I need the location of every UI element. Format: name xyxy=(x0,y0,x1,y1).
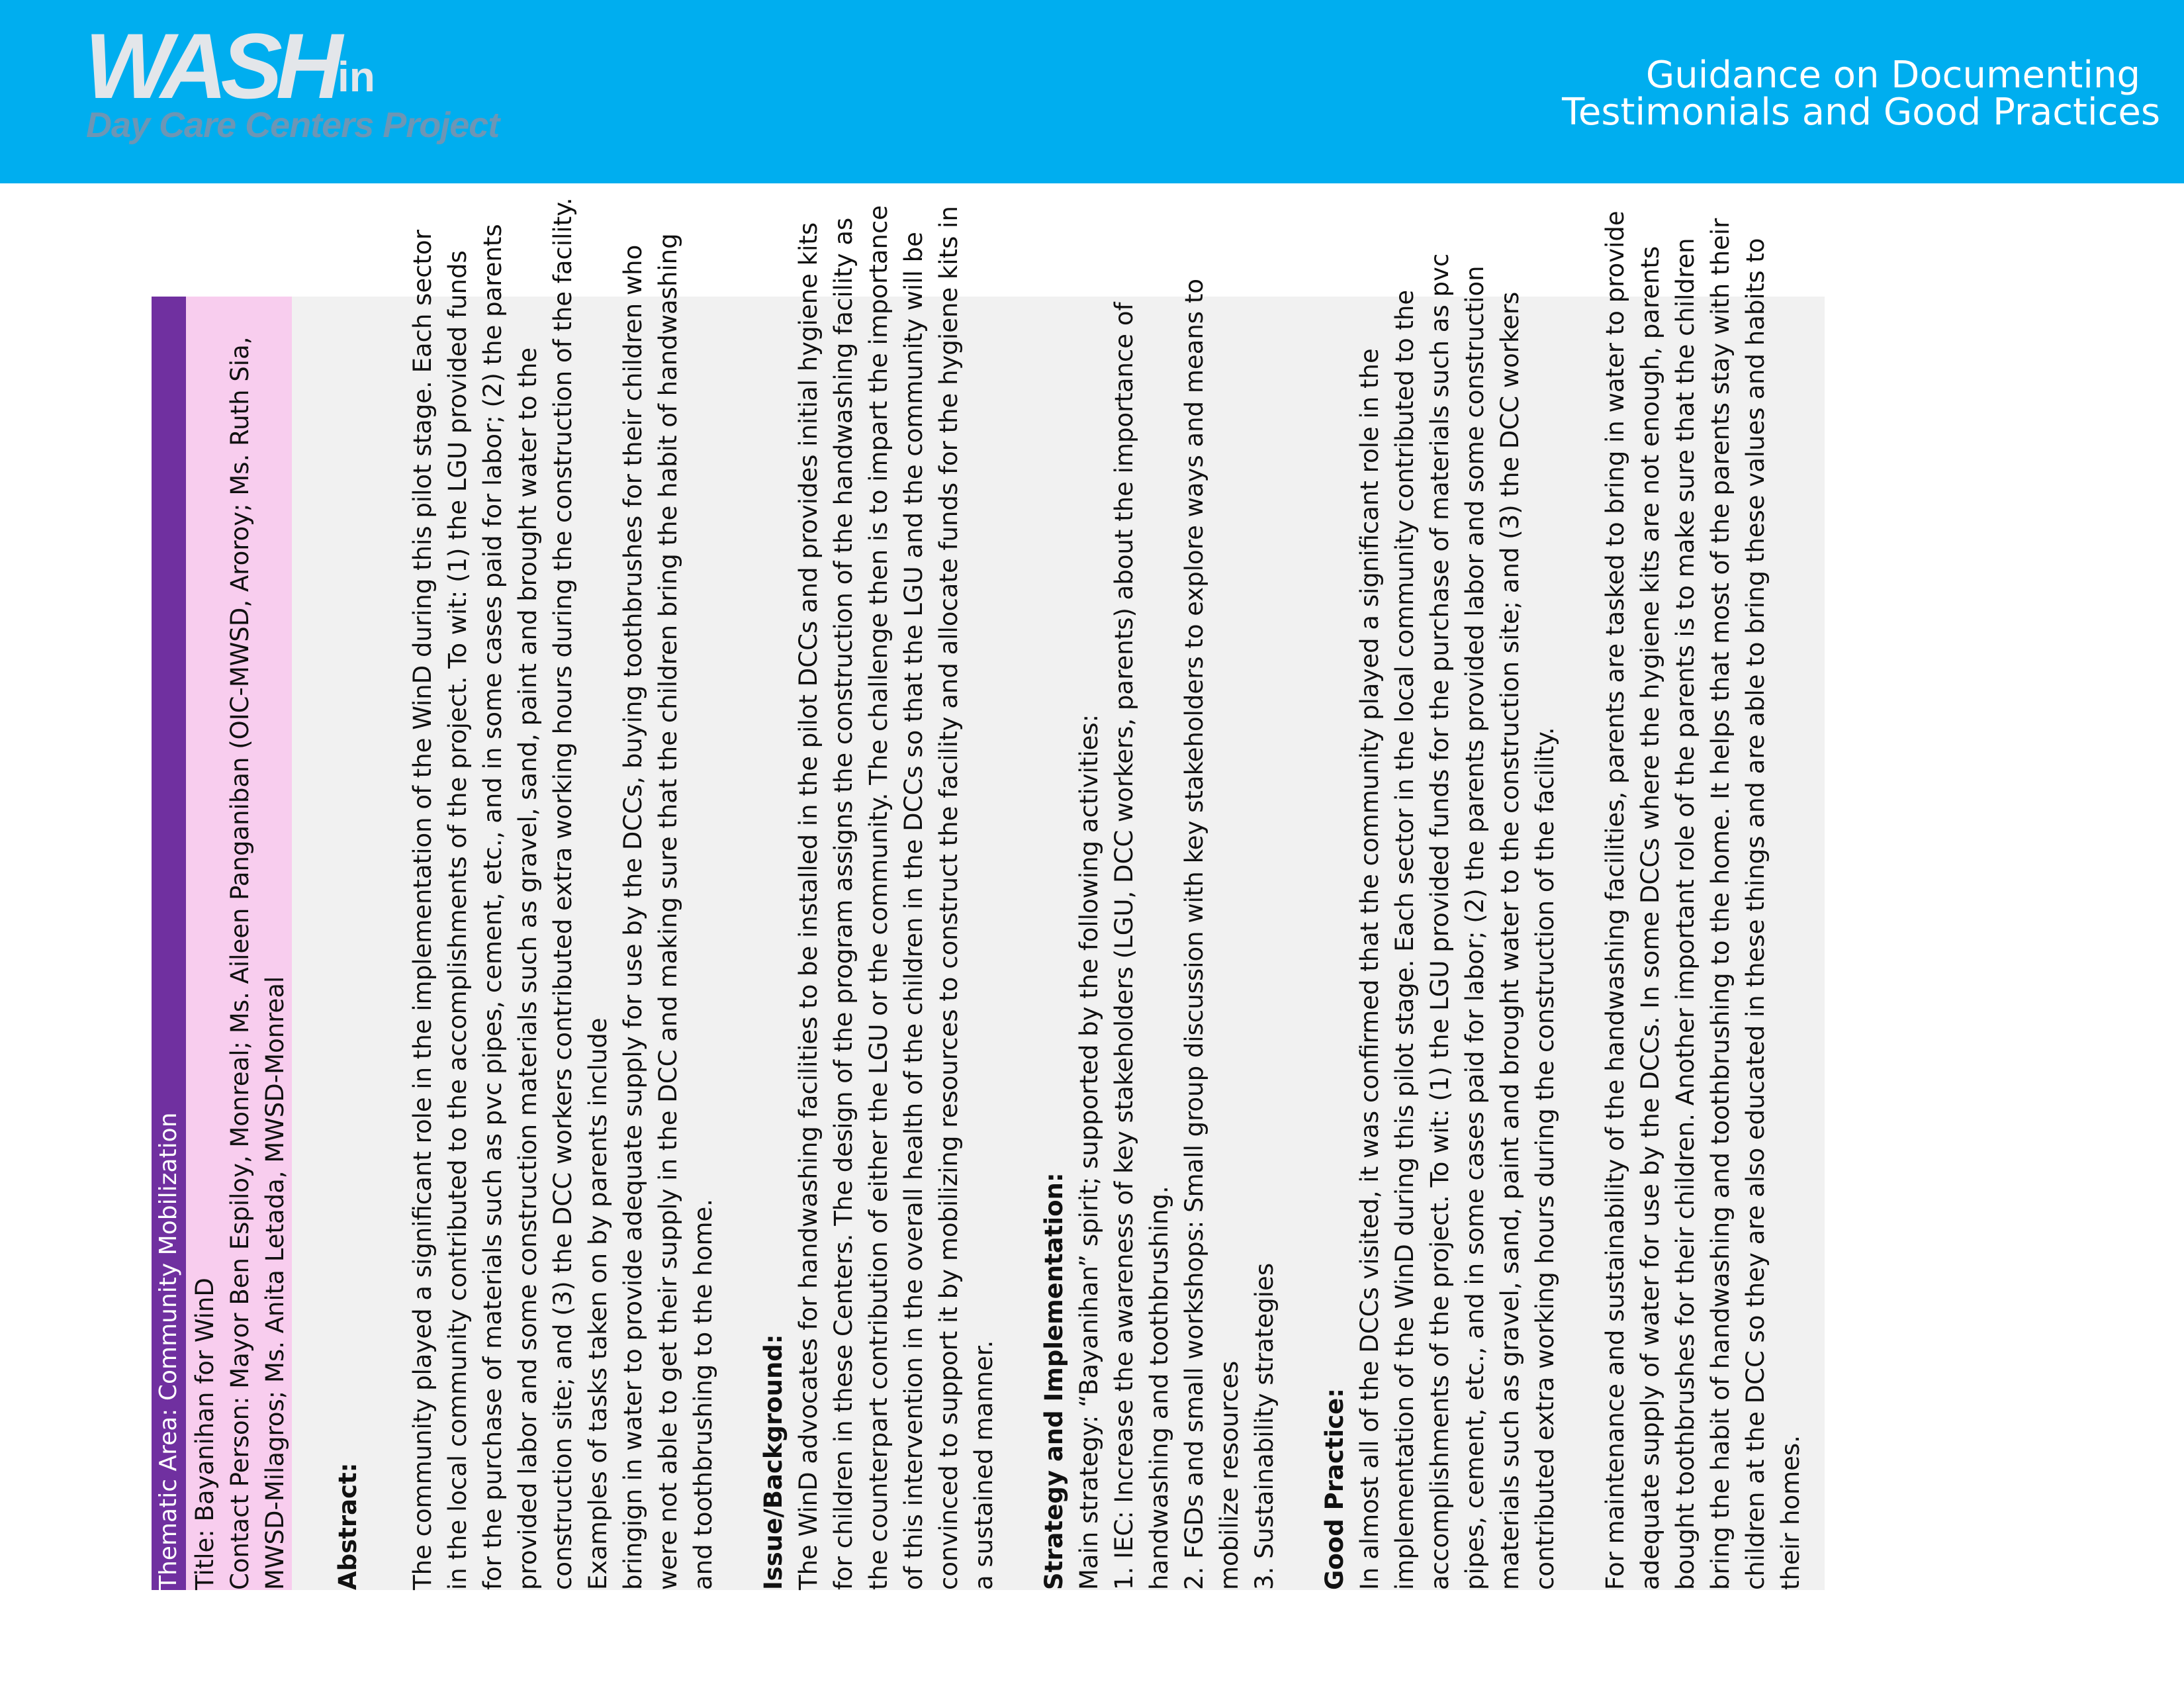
document-title xyxy=(1562,54,2160,134)
logo-subtitle: Day Care Centers Project xyxy=(86,105,500,145)
maintenance-line: their homes. xyxy=(1776,1435,1805,1590)
issue-heading: Issue/Background: xyxy=(759,1334,788,1590)
issue-line: The WinD advocates for handwashing facilities to be installed in the pilot DCCs and provides initial hygiene kits xyxy=(794,222,823,1590)
abstract-body xyxy=(405,197,721,1590)
title-contact-band xyxy=(186,297,292,1590)
contact-person-line-1: Contact Person: Mayor Ben Espiloy, Monreal; Ms. Aileen Panganiban (OIC-MWSD, Aroroy; Ms. Ruth Sia, xyxy=(226,336,254,1590)
good-practice-body xyxy=(1352,253,1563,1590)
issue-line: convinced to support it by mobilizing resources to construct the facility and allocate funds for the hygiene kits in xyxy=(934,206,963,1590)
abstract-line: in the local community contributed to the accomplishments of the project. To wit: (1) the LGU provided funds xyxy=(443,250,472,1590)
strategy-line: Main strategy: “Bayanihan” spirit; supported by the following activities: xyxy=(1075,714,1103,1590)
card-content xyxy=(330,197,1808,1590)
document-title-line-2: Testimonials and Good Practices xyxy=(1562,91,2160,134)
abstract-heading: Abstract: xyxy=(334,1462,362,1590)
abstract-line: provided labor and some construction materials such as gravel, sand, paint and brought water to the xyxy=(514,347,542,1590)
abstract-line: The community played a significant role in the implementation of the WinD during this pilot stage. Each sector xyxy=(408,230,437,1590)
good-practice-line: materials such as gravel, sand, paint and brought water to the construction site; and (3) the DCC workers xyxy=(1496,291,1524,1590)
strategy-body xyxy=(1071,279,1282,1590)
strategy-line: 1. IEC: Increase the awareness of key stakeholders (LGU, DCC workers, parents) about the importance of xyxy=(1110,302,1138,1590)
abstract-line: bringign in water to provide adequate supply for use by the DCCs, buying toothbrushes for their children who xyxy=(619,244,647,1590)
logo-wash: WASH xyxy=(85,14,336,118)
document-title-line-1: Guidance on Documenting xyxy=(1645,54,2140,97)
contact-person-line-2: MWSD-Milagros; Ms. Anita Letada, MWSD-Monreal xyxy=(261,976,289,1590)
logo-in: in xyxy=(338,53,375,101)
issue-line: of this intervention in the overall health of the children in the DCCs so that the LGU and the community will be xyxy=(899,232,928,1590)
strategy-heading: Strategy and Implementation: xyxy=(1040,1172,1068,1590)
abstract-line: and toothbrushing to the home. xyxy=(689,1198,717,1590)
strategy-line: 2. FGDs and small workshops: Small group discussion with key stakeholders to explore ways and means to xyxy=(1180,279,1208,1590)
abstract-line: construction site; and (3) the DCC workers contributed extra working hours during the construction of the facility. xyxy=(549,197,577,1590)
abstract-line: were not able to get their supply in the DCC and making sure that the children bring the habit of handwashing xyxy=(654,233,682,1590)
abstract-line: Examples of tasks taken on by parents include xyxy=(584,1017,612,1590)
good-practice-line: accomplishments of the project. To wit: (1) the LGU provided funds for the purchase of materials such as pvc xyxy=(1426,253,1454,1590)
good-practice-line: contributed extra working hours during the construction of the facility. xyxy=(1531,727,1559,1590)
issue-line: for children in these Centers. The design of the program assigns the construction of the handwashing facility as xyxy=(829,217,858,1590)
good-practice-line: implementation of the WinD during this pilot stage. Each sector in the local community contributed to the xyxy=(1390,289,1419,1590)
maintenance-line: For maintenance and sustainability of the handwashing facilities, parents are tasked to bring in water to provide xyxy=(1601,211,1629,1590)
issue-line: a sustained manner. xyxy=(970,1340,998,1590)
strategy-line: mobilize resources xyxy=(1215,1360,1244,1590)
good-practice-heading: Good Practice: xyxy=(1320,1387,1349,1590)
maintenance-line: adequate supply of water for use by the DCCs. In some DCCs where the hygiene kits are not enough, parents xyxy=(1636,246,1664,1590)
issue-line: the counterpart contribution of either the LGU or the community. The challenge then is to impart the importance xyxy=(864,205,893,1590)
card-title: Title: Bayanihan for WinD xyxy=(191,1278,219,1590)
good-practice-card xyxy=(152,197,1825,1590)
header-banner xyxy=(0,0,2184,183)
strategy-line: handwashing and toothbrushing. xyxy=(1145,1186,1173,1590)
maintenance-body xyxy=(1598,211,1808,1590)
good-practice-line: pipes, cement, etc., and in some cases paid for labor; (2) the parents provided labor and some construction xyxy=(1461,265,1489,1590)
issue-body xyxy=(791,205,1001,1590)
strategy-line: 3. Sustainability strategies xyxy=(1250,1262,1279,1590)
abstract-line: for the purchase of materials such as pvc pipes, cement, etc., and in some cases paid for labor; (2) the parents xyxy=(478,224,507,1590)
maintenance-line: bought toothbrushes for their children. Another important role of the parents is to make sure that the children xyxy=(1671,238,1700,1590)
good-practice-line: In almost all of the DCCs visited, it was confirmed that the community played a significant role in the xyxy=(1355,348,1384,1590)
maintenance-line: children at the DCC so they are also educated in these things and are able to bring these values and habits to xyxy=(1741,238,1770,1590)
thematic-area-band: Thematic Area: Community Mobilization xyxy=(152,297,186,1590)
maintenance-line: bring the habit of handwashing and toothbrushing to the home. It helps that most of the parents stay with their xyxy=(1706,218,1735,1590)
